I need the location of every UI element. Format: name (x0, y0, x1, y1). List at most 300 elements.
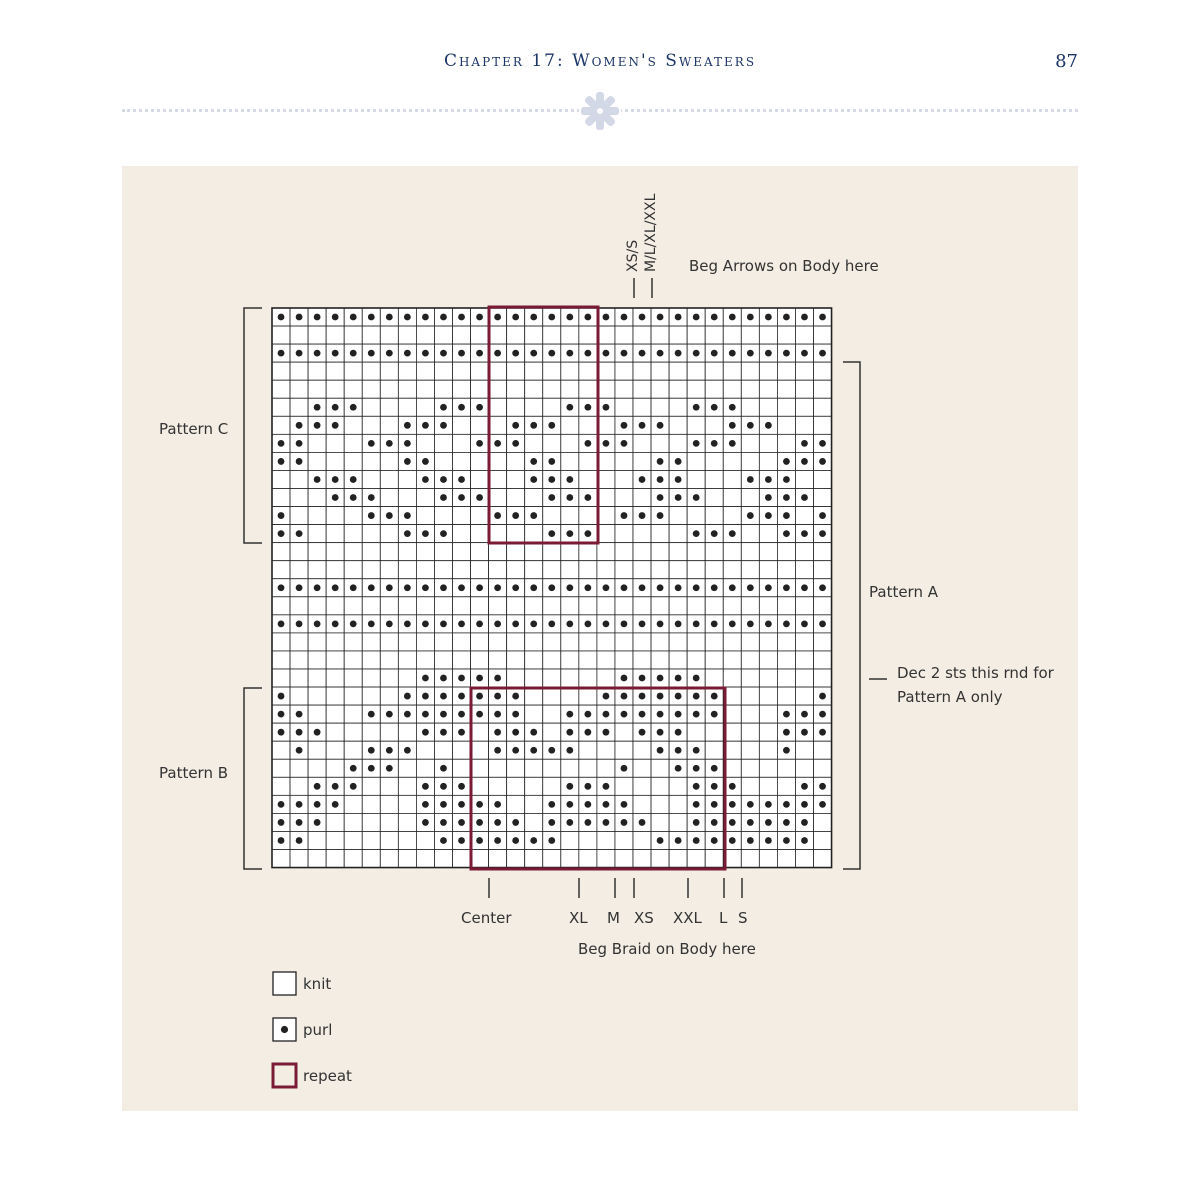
purl-dot (314, 801, 321, 808)
chart-cell (344, 633, 362, 651)
chart-cell (633, 326, 651, 344)
chart-cell (597, 470, 615, 488)
chart-cell (398, 633, 416, 651)
purl-dot (422, 530, 429, 537)
chart-cell (814, 543, 832, 561)
purl-dot (332, 350, 339, 357)
chart-cell (741, 543, 759, 561)
purl-dot (386, 711, 393, 718)
chart-cell (380, 795, 398, 813)
chart-cell (308, 850, 326, 868)
purl-dot (332, 783, 339, 790)
purl-dot (296, 801, 303, 808)
chart-cell (344, 687, 362, 705)
purl-dot (711, 314, 718, 321)
chart-cell (669, 597, 687, 615)
chart-cell (416, 597, 434, 615)
purl-dot (783, 476, 790, 483)
purl-dot (801, 440, 808, 447)
chart-cell (326, 723, 344, 741)
chart-cell (597, 759, 615, 777)
purl-dot (530, 747, 537, 754)
purl-dot (765, 314, 772, 321)
purl-dot (783, 729, 790, 736)
chart-cell (380, 850, 398, 868)
chart-cell (434, 543, 452, 561)
chart-cell (489, 380, 507, 398)
chart-cell (326, 543, 344, 561)
purl-dot (368, 765, 375, 772)
purl-dot (693, 783, 700, 790)
purl-dot (368, 711, 375, 718)
chart-cell (759, 723, 777, 741)
chart-cell (308, 597, 326, 615)
purl-dot (368, 350, 375, 357)
chart-cell (308, 543, 326, 561)
purl-dot (440, 314, 447, 321)
chart-cell (633, 777, 651, 795)
chart-cell (777, 543, 795, 561)
chart-cell (380, 398, 398, 416)
chart-cell (579, 380, 597, 398)
chart-cell (398, 795, 416, 813)
chart-cell (795, 398, 813, 416)
chart-cell (525, 543, 543, 561)
chart-cell (543, 759, 561, 777)
purl-dot (476, 584, 483, 591)
purl-dot (530, 350, 537, 357)
chart-cell (651, 777, 669, 795)
purl-dot (530, 729, 537, 736)
chart-cell (326, 597, 344, 615)
chart-cell (795, 597, 813, 615)
chart-cell (814, 380, 832, 398)
purl-dot (657, 512, 664, 519)
purl-dot (639, 819, 646, 826)
purl-dot (819, 783, 826, 790)
pattern-a-bracket (843, 362, 860, 869)
chart-cell (597, 489, 615, 507)
purl-dot (476, 350, 483, 357)
purl-dot (476, 837, 483, 844)
purl-dot (603, 404, 610, 411)
purl-dot (314, 729, 321, 736)
purl-dot (332, 476, 339, 483)
chart-cell (669, 380, 687, 398)
chart-cell (651, 651, 669, 669)
purl-dot (675, 693, 682, 700)
purl-dot (332, 422, 339, 429)
chart-cell (489, 777, 507, 795)
chart-cell (777, 651, 795, 669)
purl-dot (711, 693, 718, 700)
chart-cell (507, 561, 525, 579)
chart-cell (687, 561, 705, 579)
purl-dot (440, 494, 447, 501)
purl-dot (639, 729, 646, 736)
purl-dot (566, 783, 573, 790)
purl-dot (783, 747, 790, 754)
chart-cell (669, 795, 687, 813)
purl-dot (801, 837, 808, 844)
chart-cell (525, 362, 543, 380)
purl-dot (278, 440, 285, 447)
chart-cell (723, 651, 741, 669)
chart-cell (615, 651, 633, 669)
purl-dot (801, 729, 808, 736)
chart-cell (398, 470, 416, 488)
chart-cell (723, 326, 741, 344)
chart-cell (453, 434, 471, 452)
chart-cell (777, 362, 795, 380)
chart-cell (326, 850, 344, 868)
purl-dot (783, 801, 790, 808)
chart-cell (398, 850, 416, 868)
purl-dot (783, 711, 790, 718)
chart-cell (525, 597, 543, 615)
chart-cell (398, 669, 416, 687)
purl-dot (801, 458, 808, 465)
chart-cell (615, 489, 633, 507)
chapter-title: Chapter 17: Women's Sweaters (443, 51, 757, 71)
size-mark-center: Center (461, 909, 512, 927)
purl-dot (657, 314, 664, 321)
purl-dot (747, 584, 754, 591)
purl-dot (819, 620, 826, 627)
purl-dot (783, 584, 790, 591)
chart-cell (434, 850, 452, 868)
purl-dot (801, 314, 808, 321)
chart-cell (597, 416, 615, 434)
chart-cell (795, 543, 813, 561)
chart-cell (705, 561, 723, 579)
purl-dot (693, 837, 700, 844)
purl-dot (458, 584, 465, 591)
chart-cell (597, 452, 615, 470)
purl-dot (440, 765, 447, 772)
purl-dot (603, 350, 610, 357)
chart-cell (669, 813, 687, 831)
purl-dot (639, 711, 646, 718)
purl-dot (494, 711, 501, 718)
chart-cell (687, 507, 705, 525)
chart-cell (326, 669, 344, 687)
chart-cell (777, 416, 795, 434)
purl-dot (675, 747, 682, 754)
chart-cell (561, 561, 579, 579)
purl-dot (657, 837, 664, 844)
purl-dot (422, 783, 429, 790)
purl-dot (693, 620, 700, 627)
chart-cell (615, 362, 633, 380)
chart-cell (489, 543, 507, 561)
chart-cell (759, 759, 777, 777)
chart-cell (795, 633, 813, 651)
chart-cell (380, 380, 398, 398)
chart-cell (615, 831, 633, 849)
chart-cell (723, 669, 741, 687)
purl-dot (711, 584, 718, 591)
chart-cell (507, 380, 525, 398)
chart-cell (326, 507, 344, 525)
chart-cell (489, 326, 507, 344)
purl-dot (440, 711, 447, 718)
chart-cell (651, 525, 669, 543)
chart-cell (507, 795, 525, 813)
chart-cell (362, 416, 380, 434)
chart-cell (795, 651, 813, 669)
purl-dot (747, 620, 754, 627)
purl-dot (566, 494, 573, 501)
purl-dot (314, 404, 321, 411)
chart-cell (579, 687, 597, 705)
purl-dot (675, 350, 682, 357)
legend-purl-label: purl (303, 1021, 333, 1039)
chart-cell (741, 723, 759, 741)
chart-cell (380, 452, 398, 470)
chart-cell (777, 669, 795, 687)
chart-cell (705, 741, 723, 759)
chart-cell (416, 850, 434, 868)
purl-dot (566, 584, 573, 591)
purl-dot (783, 819, 790, 826)
purl-dot (296, 350, 303, 357)
purl-dot (621, 675, 628, 682)
chart-cell (759, 597, 777, 615)
chart-cell (543, 543, 561, 561)
chart-cell (669, 561, 687, 579)
purl-dot (314, 783, 321, 790)
purl-dot (566, 314, 573, 321)
chart-cell (814, 669, 832, 687)
chart-cell (633, 489, 651, 507)
purl-dot (765, 801, 772, 808)
purl-dot (783, 458, 790, 465)
chart-cell (814, 850, 832, 868)
chart-cell (705, 723, 723, 741)
purl-dot (278, 819, 285, 826)
chart-cell (669, 543, 687, 561)
purl-dot (494, 747, 501, 754)
purl-dot (494, 584, 501, 591)
purl-dot (368, 512, 375, 519)
purl-dot (548, 620, 555, 627)
purl-dot (476, 801, 483, 808)
chart-cell (344, 543, 362, 561)
chart-cell (489, 362, 507, 380)
purl-dot (765, 584, 772, 591)
purl-dot (729, 584, 736, 591)
chart-cell (723, 543, 741, 561)
purl-dot (548, 801, 555, 808)
chart-cell (362, 452, 380, 470)
chart-cell (398, 651, 416, 669)
chart-cell (398, 326, 416, 344)
purl-dot (747, 819, 754, 826)
size-mark-xl: XL (569, 909, 588, 927)
chart-cell (723, 452, 741, 470)
chart-cell (615, 850, 633, 868)
chart-cell (597, 525, 615, 543)
chart-cell (453, 633, 471, 651)
chart-cell (416, 543, 434, 561)
chart-cell (362, 813, 380, 831)
chart-cell (344, 525, 362, 543)
chart-cell (507, 398, 525, 416)
chart-cell (741, 741, 759, 759)
chart-cell (344, 326, 362, 344)
purl-dot (512, 440, 519, 447)
pattern-b-label: Pattern B (159, 764, 229, 782)
chart-cell (416, 434, 434, 452)
chart-cell (579, 326, 597, 344)
purl-dot (476, 819, 483, 826)
chart-cell (597, 507, 615, 525)
chart-cell (416, 362, 434, 380)
purl-dot (440, 404, 447, 411)
chart-cell (489, 416, 507, 434)
chart-cell (561, 687, 579, 705)
purl-dot (566, 747, 573, 754)
chart-cell (471, 543, 489, 561)
purl-dot (548, 494, 555, 501)
chart-cell (453, 850, 471, 868)
purl-dot (404, 512, 411, 519)
chart-cell (489, 759, 507, 777)
chart-cell (687, 543, 705, 561)
purl-dot (621, 801, 628, 808)
chart-cell (362, 543, 380, 561)
purl-dot (693, 765, 700, 772)
purl-dot (657, 711, 664, 718)
purl-dot (566, 620, 573, 627)
purl-dot (566, 711, 573, 718)
chart-cell (669, 398, 687, 416)
chart-cell (543, 687, 561, 705)
purl-dot (512, 693, 519, 700)
purl-dot (548, 819, 555, 826)
chart-cell (380, 362, 398, 380)
chart-cell (723, 362, 741, 380)
chart-cell (777, 326, 795, 344)
chart-cell (507, 633, 525, 651)
chart-cell (723, 470, 741, 488)
chart-cell (434, 633, 452, 651)
chart-cell (344, 362, 362, 380)
purl-dot (765, 512, 772, 519)
chart-cell (290, 398, 308, 416)
chart-cell (362, 651, 380, 669)
chart-cell (579, 759, 597, 777)
chart-cell (290, 470, 308, 488)
chart-cell (471, 525, 489, 543)
chart-cell (308, 507, 326, 525)
purl-dot (621, 440, 628, 447)
purl-dot (440, 729, 447, 736)
chart-cell (705, 470, 723, 488)
purl-dot (711, 801, 718, 808)
purl-dot (530, 476, 537, 483)
purl-dot (296, 440, 303, 447)
chart-cell (561, 434, 579, 452)
chart-cell (651, 813, 669, 831)
purl-dot (729, 819, 736, 826)
purl-dot (819, 458, 826, 465)
chart-cell (453, 452, 471, 470)
purl-dot (584, 620, 591, 627)
chart-cell (543, 362, 561, 380)
chart-cell (507, 850, 525, 868)
purl-dot (675, 675, 682, 682)
chart-cell (507, 597, 525, 615)
chart-cell (434, 651, 452, 669)
chart-cell (597, 651, 615, 669)
purl-dot (458, 819, 465, 826)
chart-cell (272, 741, 290, 759)
chart-cell (777, 777, 795, 795)
chart-cell (795, 687, 813, 705)
purl-dot (332, 584, 339, 591)
purl-dot (639, 314, 646, 321)
purl-dot (603, 693, 610, 700)
chart-cell (489, 597, 507, 615)
purl-dot (801, 350, 808, 357)
purl-dot (494, 620, 501, 627)
chart-cell (453, 362, 471, 380)
chart-cell (615, 633, 633, 651)
chart-cell (561, 507, 579, 525)
chart-cell (777, 687, 795, 705)
chart-cell (290, 633, 308, 651)
chart-cell (651, 850, 669, 868)
chart-cell (759, 669, 777, 687)
purl-dot (512, 729, 519, 736)
purl-dot (494, 729, 501, 736)
chart-cell (543, 777, 561, 795)
chart-cell (434, 362, 452, 380)
purl-dot (621, 422, 628, 429)
chart-cell (615, 597, 633, 615)
chart-cell (362, 597, 380, 615)
chart-cell (814, 489, 832, 507)
purl-dot (404, 350, 411, 357)
chart-cell (290, 759, 308, 777)
chart-cell (687, 651, 705, 669)
purl-dot (404, 693, 411, 700)
purl-dot (693, 747, 700, 754)
chart-cell (507, 777, 525, 795)
chart-cell (759, 362, 777, 380)
pattern-a-label: Pattern A (869, 583, 938, 601)
chart-cell (615, 741, 633, 759)
purl-dot (440, 675, 447, 682)
purl-dot (584, 729, 591, 736)
chart-cell (814, 831, 832, 849)
chart-cell (507, 669, 525, 687)
chart-cell (759, 651, 777, 669)
chart-cell (308, 831, 326, 849)
purl-dot (783, 512, 790, 519)
chart-cell (416, 741, 434, 759)
chart-cell (326, 525, 344, 543)
purl-dot (512, 422, 519, 429)
purl-dot (332, 404, 339, 411)
chart-cell (543, 507, 561, 525)
chart-cell (759, 434, 777, 452)
chart-cell (579, 669, 597, 687)
chart-cell (525, 795, 543, 813)
chart-cell (561, 543, 579, 561)
